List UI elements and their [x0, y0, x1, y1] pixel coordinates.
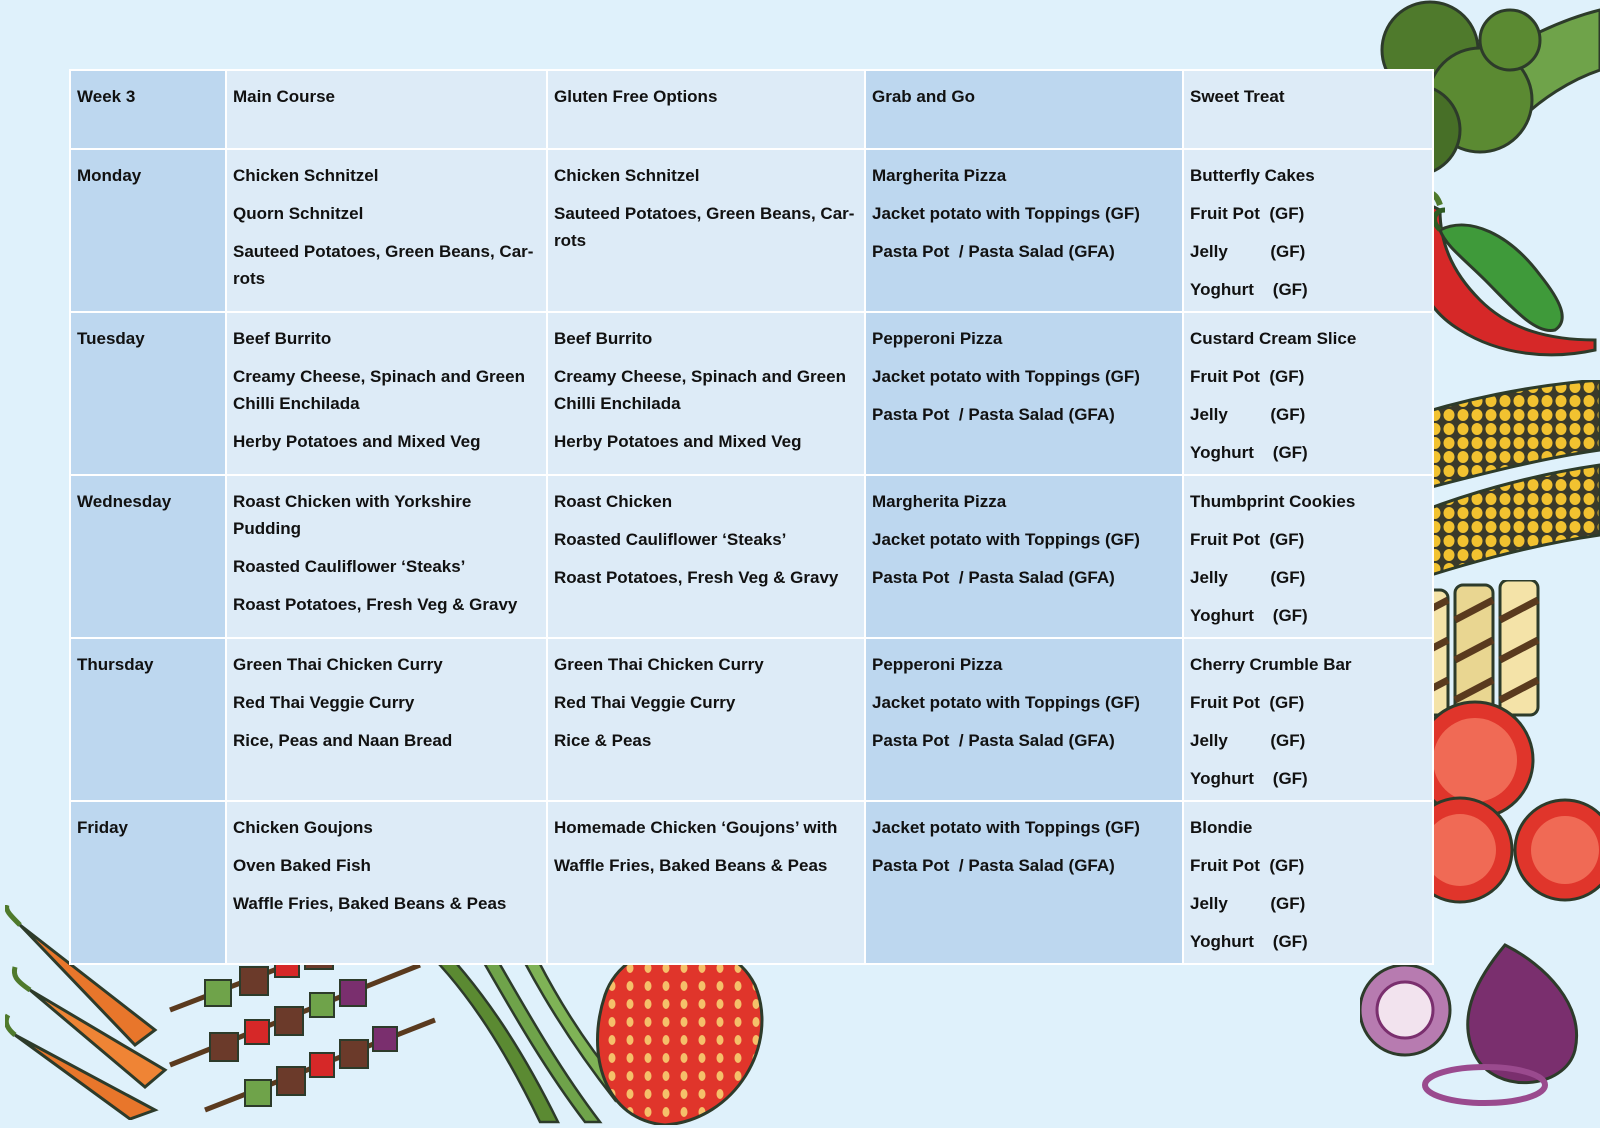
menu-item: Rice & Peas	[554, 731, 652, 750]
menu-item: Fruit Pot (GF)	[1190, 693, 1305, 712]
menu-table	[69, 69, 1434, 965]
menu-item: Custard Cream Slice	[1190, 329, 1357, 348]
day-row-thursday	[70, 638, 1433, 801]
menu-item: Jelly (GF)	[1190, 568, 1306, 587]
main-course-cell	[226, 801, 547, 964]
menu-item: Roast Potatoes, Fresh Veg & Gravy	[233, 595, 518, 614]
gluten-free-cell	[547, 638, 865, 801]
main-course-cell	[226, 475, 547, 638]
menu-item: Pepperoni Pizza	[872, 655, 1003, 674]
menu-item: Red Thai Veggie Curry	[554, 693, 736, 712]
menu-item: Yoghurt (GF)	[1190, 443, 1308, 462]
header-main-course: Main Course	[226, 70, 547, 149]
main-course-cell	[226, 638, 547, 801]
menu-item: Blondie	[1190, 818, 1253, 837]
grab-and-go-cell	[865, 475, 1183, 638]
day-row-tuesday	[70, 312, 1433, 475]
menu-item: Pepperoni Pizza	[872, 329, 1003, 348]
gluten-free-cell	[547, 801, 865, 964]
menu-item: Creamy Cheese, Spinach and Green Chilli Enchilada	[554, 367, 851, 413]
menu-item: Green Thai Chicken Curry	[233, 655, 443, 674]
menu-item: Margherita Pizza	[872, 166, 1007, 185]
menu-item: Roast Chicken	[554, 492, 673, 511]
menu-item: Pasta Pot / Pasta Salad (GFA)	[872, 568, 1115, 587]
menu-item: Jacket potato with Toppings (GF)	[872, 818, 1140, 837]
day-label: Wednesday	[70, 475, 226, 638]
menu-item: Quorn Schnitzel	[233, 204, 364, 223]
menu-item: Margherita Pizza	[872, 492, 1007, 511]
menu-item: Pasta Pot / Pasta Salad (GFA)	[872, 731, 1115, 750]
menu-item: Yoghurt (GF)	[1190, 280, 1308, 299]
green-pepper-icon	[1430, 205, 1580, 335]
menu-item: Waffle Fries, Baked Beans & Peas	[554, 856, 828, 875]
day-label: Monday	[70, 149, 226, 312]
menu-item: Beef Burrito	[554, 329, 653, 348]
grab-and-go-cell	[865, 149, 1183, 312]
menu-item: Fruit Pot (GF)	[1190, 530, 1305, 549]
menu-item: Green Thai Chicken Curry	[554, 655, 764, 674]
gluten-free-cell	[547, 475, 865, 638]
menu-item: Yoghurt (GF)	[1190, 932, 1308, 951]
day-label: Thursday	[70, 638, 226, 801]
menu-item: Jacket potato with Toppings (GF)	[872, 693, 1140, 712]
menu-item: Chicken Goujons	[233, 818, 373, 837]
grab-and-go-cell	[865, 312, 1183, 475]
menu-item: Roast Chicken with Yorkshire Pudding	[233, 492, 477, 538]
header-grab-and-go: Grab and Go	[865, 70, 1183, 149]
main-course-cell	[226, 312, 547, 475]
menu-item: Pasta Pot / Pasta Salad (GFA)	[872, 242, 1115, 261]
menu-item: Rice, Peas and Naan Bread	[233, 731, 453, 750]
main-course-cell	[226, 149, 547, 312]
menu-item: Butterfly Cakes	[1190, 166, 1315, 185]
menu-item: Jelly (GF)	[1190, 894, 1306, 913]
day-row-wednesday	[70, 475, 1433, 638]
menu-item: Cherry Crumble Bar	[1190, 655, 1352, 674]
gluten-free-cell	[547, 312, 865, 475]
grab-and-go-cell	[865, 801, 1183, 964]
sweet-treat-cell	[1183, 801, 1433, 964]
menu-item: Herby Potatoes and Mixed Veg	[233, 432, 481, 451]
menu-item: Jacket potato with Toppings (GF)	[872, 530, 1140, 549]
menu-item: Fruit Pot (GF)	[1190, 204, 1305, 223]
header-gluten-free: Gluten Free Options	[547, 70, 865, 149]
menu-item: Roasted Cauliflower ‘Steaks’	[233, 557, 466, 576]
menu-item: Fruit Pot (GF)	[1190, 856, 1305, 875]
menu-item: Sauteed Potatoes, Green Beans, Car-rots	[233, 242, 534, 288]
menu-item: Jelly (GF)	[1190, 405, 1306, 424]
sweet-treat-cell	[1183, 475, 1433, 638]
menu-item: Pasta Pot / Pasta Salad (GFA)	[872, 405, 1115, 424]
menu-item: Jacket potato with Toppings (GF)	[872, 204, 1140, 223]
menu-item: Pasta Pot / Pasta Salad (GFA)	[872, 856, 1115, 875]
menu-item: Roast Potatoes, Fresh Veg & Gravy	[554, 568, 839, 587]
menu-item: Jelly (GF)	[1190, 731, 1306, 750]
day-label: Tuesday	[70, 312, 226, 475]
header-sweet-treat: Sweet Treat	[1183, 70, 1433, 149]
menu-item: Roasted Cauliflower ‘Steaks’	[554, 530, 787, 549]
menu-item: Sauteed Potatoes, Green Beans, Car-rots	[554, 204, 855, 250]
menu-item: Chicken Schnitzel	[233, 166, 379, 185]
header-week: Week 3	[70, 70, 226, 149]
day-label: Friday	[70, 801, 226, 964]
sweet-treat-cell	[1183, 638, 1433, 801]
sweet-treat-cell	[1183, 149, 1433, 312]
day-row-friday	[70, 801, 1433, 964]
menu-item: Yoghurt (GF)	[1190, 769, 1308, 788]
menu-item: Yoghurt (GF)	[1190, 606, 1308, 625]
sweet-treat-cell	[1183, 312, 1433, 475]
menu-item: Waffle Fries, Baked Beans & Peas	[233, 894, 507, 913]
header-row	[70, 70, 1433, 149]
menu-item: Oven Baked Fish	[233, 856, 371, 875]
menu-item: Jacket potato with Toppings (GF)	[872, 367, 1140, 386]
menu-item: Thumbprint Cookies	[1190, 492, 1356, 511]
gluten-free-cell	[547, 149, 865, 312]
day-row-monday	[70, 149, 1433, 312]
menu-item: Jelly (GF)	[1190, 242, 1306, 261]
menu-item: Fruit Pot (GF)	[1190, 367, 1305, 386]
menu-item: Herby Potatoes and Mixed Veg	[554, 432, 802, 451]
menu-item: Creamy Cheese, Spinach and Green Chilli Enchilada	[233, 367, 530, 413]
menu-item: Chicken Schnitzel	[554, 166, 700, 185]
menu-item: Beef Burrito	[233, 329, 332, 348]
menu-item: Red Thai Veggie Curry	[233, 693, 415, 712]
menu-item: Homemade Chicken ‘Goujons’ with	[554, 818, 838, 837]
grab-and-go-cell	[865, 638, 1183, 801]
